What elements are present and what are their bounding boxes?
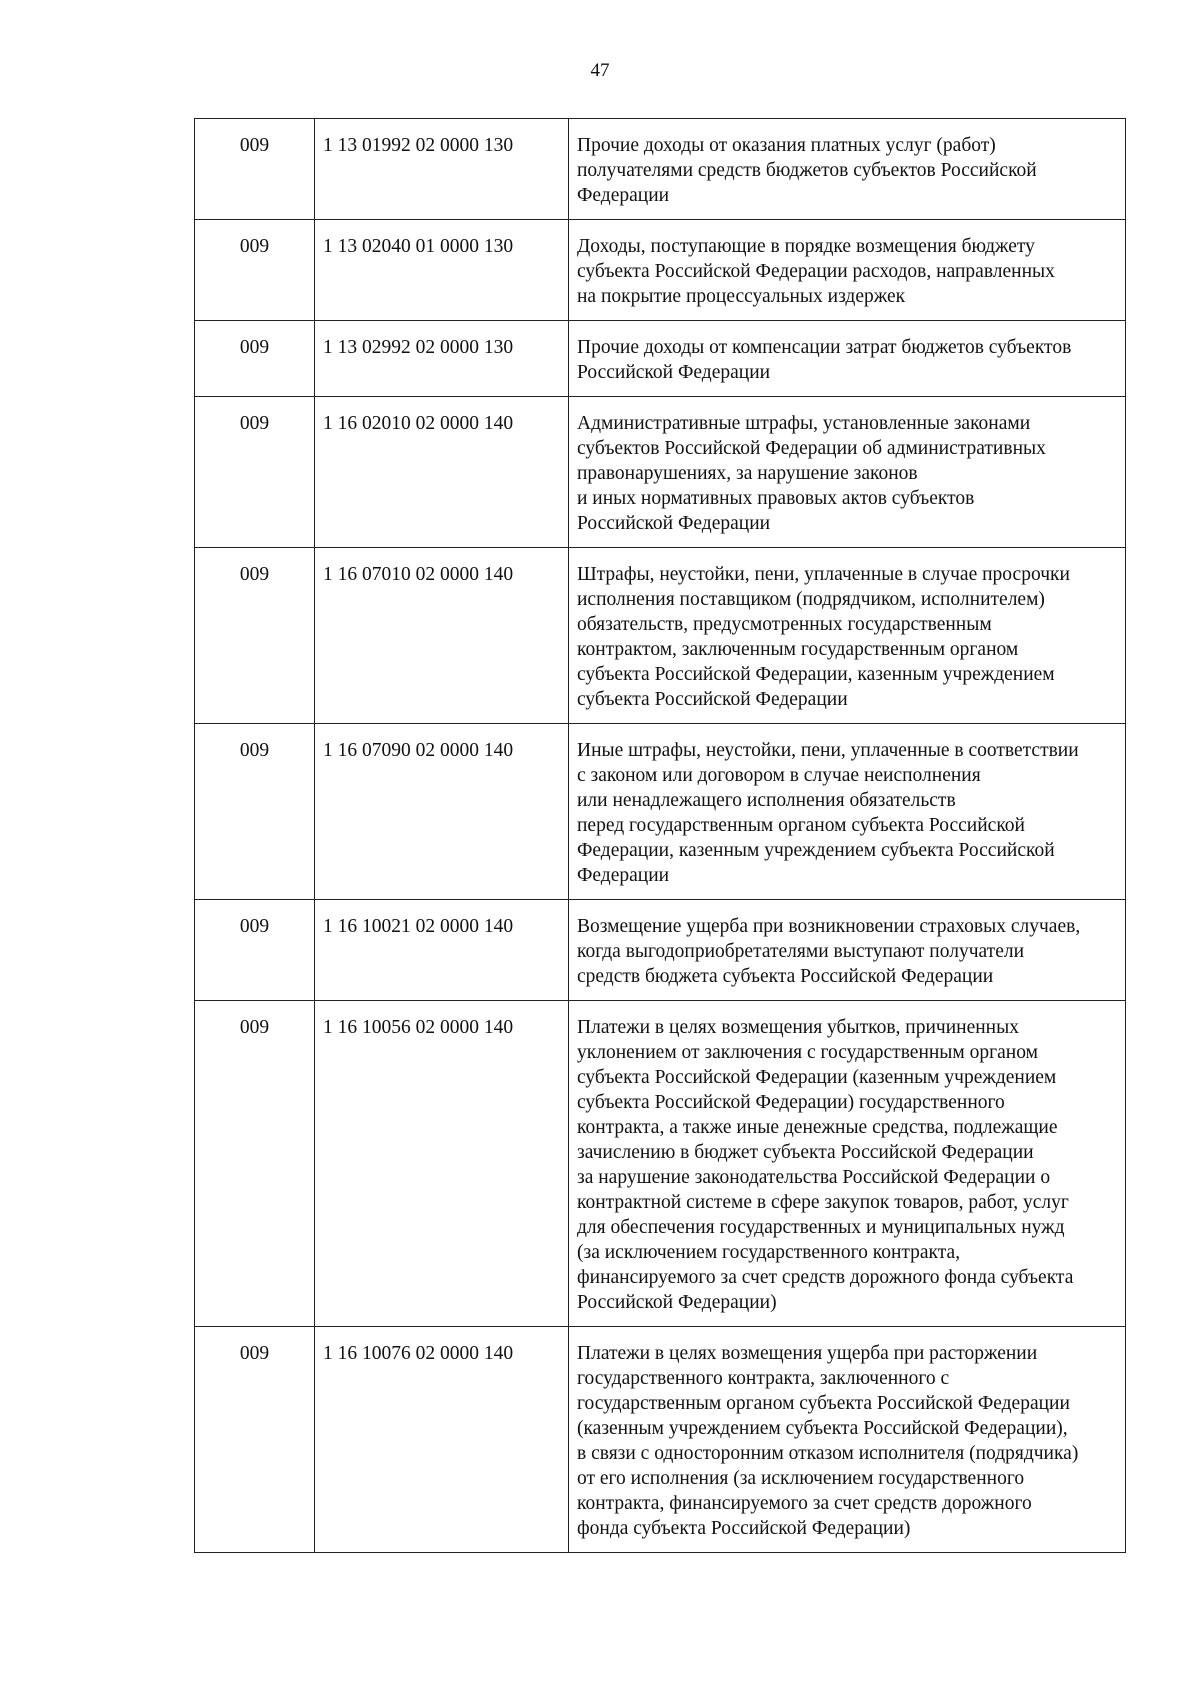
table-row [195, 724, 1126, 900]
income-name-cell [569, 397, 1126, 548]
income-name-line: Возмещение ущерба при возникновении страховых случаев, [577, 916, 1081, 937]
admin-code-cell: 009 [195, 1001, 315, 1327]
income-name-line: (казенным учреждением субъекта Российской Федерации), [577, 1418, 1068, 1439]
table-row [195, 397, 1126, 548]
budget-classification-code-cell: 1 13 02040 01 0000 130 [315, 220, 569, 321]
income-name-cell [569, 321, 1126, 397]
table-body [195, 119, 1126, 1553]
income-name-line: контрактной системе в сфере закупок товаров, работ, услуг [577, 1192, 1069, 1213]
income-name-line: получателями средств бюджетов субъектов Российской [577, 160, 1037, 181]
admin-code-cell: 009 [195, 1327, 315, 1553]
income-name-line: Прочие доходы от оказания платных услуг (работ) [577, 135, 996, 156]
income-name-line: правонарушениях, за нарушение законов [577, 463, 918, 484]
income-name-line: контракта, финансируемого за счет средств дорожного [577, 1493, 1032, 1514]
admin-code-cell: 009 [195, 900, 315, 1001]
income-name-line: Доходы, поступающие в порядке возмещения бюджету [577, 236, 1035, 257]
income-name-line: с законом или договором в случае неисполнения [577, 765, 981, 786]
income-name-line: Платежи в целях возмещения ущерба при расторжении [577, 1343, 1038, 1364]
income-name-line: обязательств, предусмотренных государственным [577, 614, 992, 635]
income-name-line: средств бюджета субъекта Российской Федерации [577, 966, 994, 987]
budget-codes-table [194, 118, 1126, 1553]
income-name-line: Российской Федерации) [577, 1292, 777, 1313]
income-name-cell [569, 548, 1126, 724]
table-row [195, 321, 1126, 397]
table-row [195, 1327, 1126, 1553]
income-name-line: финансируемого за счет средств дорожного фонда субъекта [577, 1267, 1074, 1288]
income-name-cell [569, 220, 1126, 321]
income-name-line: контрактом, заключенным государственным органом [577, 639, 1019, 660]
budget-classification-code-cell: 1 16 10056 02 0000 140 [315, 1001, 569, 1327]
income-name-line: субъекта Российской Федерации) государственного [577, 1092, 1005, 1113]
income-name-line: уклонением от заключения с государственным органом [577, 1042, 1038, 1063]
table-row [195, 220, 1126, 321]
budget-classification-code-cell: 1 16 07010 02 0000 140 [315, 548, 569, 724]
income-name-line: зачислению в бюджет субъекта Российской Федерации [577, 1142, 1034, 1163]
income-name-cell [569, 119, 1126, 220]
income-name-line: Российской Федерации [577, 513, 771, 534]
income-name-line: Федерации [577, 185, 670, 206]
income-name-line: Федерации [577, 865, 670, 886]
budget-classification-code-cell: 1 16 10021 02 0000 140 [315, 900, 569, 1001]
budget-classification-code-cell: 1 16 07090 02 0000 140 [315, 724, 569, 900]
page-number: 47 [590, 60, 610, 81]
budget-classification-code-cell: 1 16 10076 02 0000 140 [315, 1327, 569, 1553]
income-name-line: за нарушение законодательства Российской Федерации о [577, 1167, 1051, 1188]
admin-code-cell: 009 [195, 119, 315, 220]
income-name-line: (за исключением государственного контракта, [577, 1242, 961, 1263]
table-row [195, 119, 1126, 220]
income-name-line: субъекта Российской Федерации (казенным учреждением [577, 1067, 1057, 1088]
income-name-line: или ненадлежащего исполнения обязательств [577, 790, 956, 811]
income-name-line: государственным органом субъекта Российской Федерации [577, 1393, 1070, 1414]
income-name-line: Прочие доходы от компенсации затрат бюджетов субъектов [577, 337, 1072, 358]
admin-code-cell: 009 [195, 724, 315, 900]
income-name-line: и иных нормативных правовых актов субъектов [577, 488, 975, 509]
table-row [195, 548, 1126, 724]
admin-code-cell: 009 [195, 220, 315, 321]
income-name-line: на покрытие процессуальных издержек [577, 286, 906, 307]
income-name-cell [569, 1327, 1126, 1553]
income-name-line: субъектов Российской Федерации об административных [577, 438, 1046, 459]
income-name-line: Административные штрафы, установленные законами [577, 413, 1031, 434]
income-name-line: когда выгодоприобретателями выступают получатели [577, 941, 1025, 962]
income-name-cell [569, 724, 1126, 900]
income-name-line: для обеспечения государственных и муниципальных нужд [577, 1217, 1065, 1238]
budget-classification-code-cell: 1 16 02010 02 0000 140 [315, 397, 569, 548]
admin-code-cell: 009 [195, 321, 315, 397]
income-name-line: Штрафы, неустойки, пени, уплаченные в случае просрочки [577, 564, 1070, 585]
admin-code-cell: 009 [195, 397, 315, 548]
income-name-line: Иные штрафы, неустойки, пени, уплаченные в соответствии [577, 740, 1079, 761]
budget-classification-code-cell: 1 13 01992 02 0000 130 [315, 119, 569, 220]
income-name-line: фонда субъекта Российской Федерации) [577, 1518, 911, 1539]
income-name-line: в связи с односторонним отказом исполнителя (подрядчика) [577, 1443, 1079, 1464]
income-name-cell [569, 1001, 1126, 1327]
income-name-line: субъекта Российской Федерации расходов, направленных [577, 261, 1055, 282]
income-name-line: контракта, а также иные денежные средства, подлежащие [577, 1117, 1058, 1138]
income-name-cell [569, 900, 1126, 1001]
budget-classification-code-cell: 1 13 02992 02 0000 130 [315, 321, 569, 397]
income-name-line: от его исполнения (за исключением государственного [577, 1468, 1025, 1489]
income-name-line: субъекта Российской Федерации [577, 689, 848, 710]
income-name-line: перед государственным органом субъекта Российской [577, 815, 1025, 836]
income-name-line: исполнения поставщиком (подрядчиком, исполнителем) [577, 589, 1045, 610]
income-name-line: Федерации, казенным учреждением субъекта Российской [577, 840, 1055, 861]
table-row [195, 1001, 1126, 1327]
income-name-line: Платежи в целях возмещения убытков, причиненных [577, 1017, 1019, 1038]
income-name-line: государственного контракта, заключенного с [577, 1368, 950, 1389]
income-name-line: субъекта Российской Федерации, казенным учреждением [577, 664, 1055, 685]
table-row [195, 900, 1126, 1001]
admin-code-cell: 009 [195, 548, 315, 724]
income-name-line: Российской Федерации [577, 362, 771, 383]
